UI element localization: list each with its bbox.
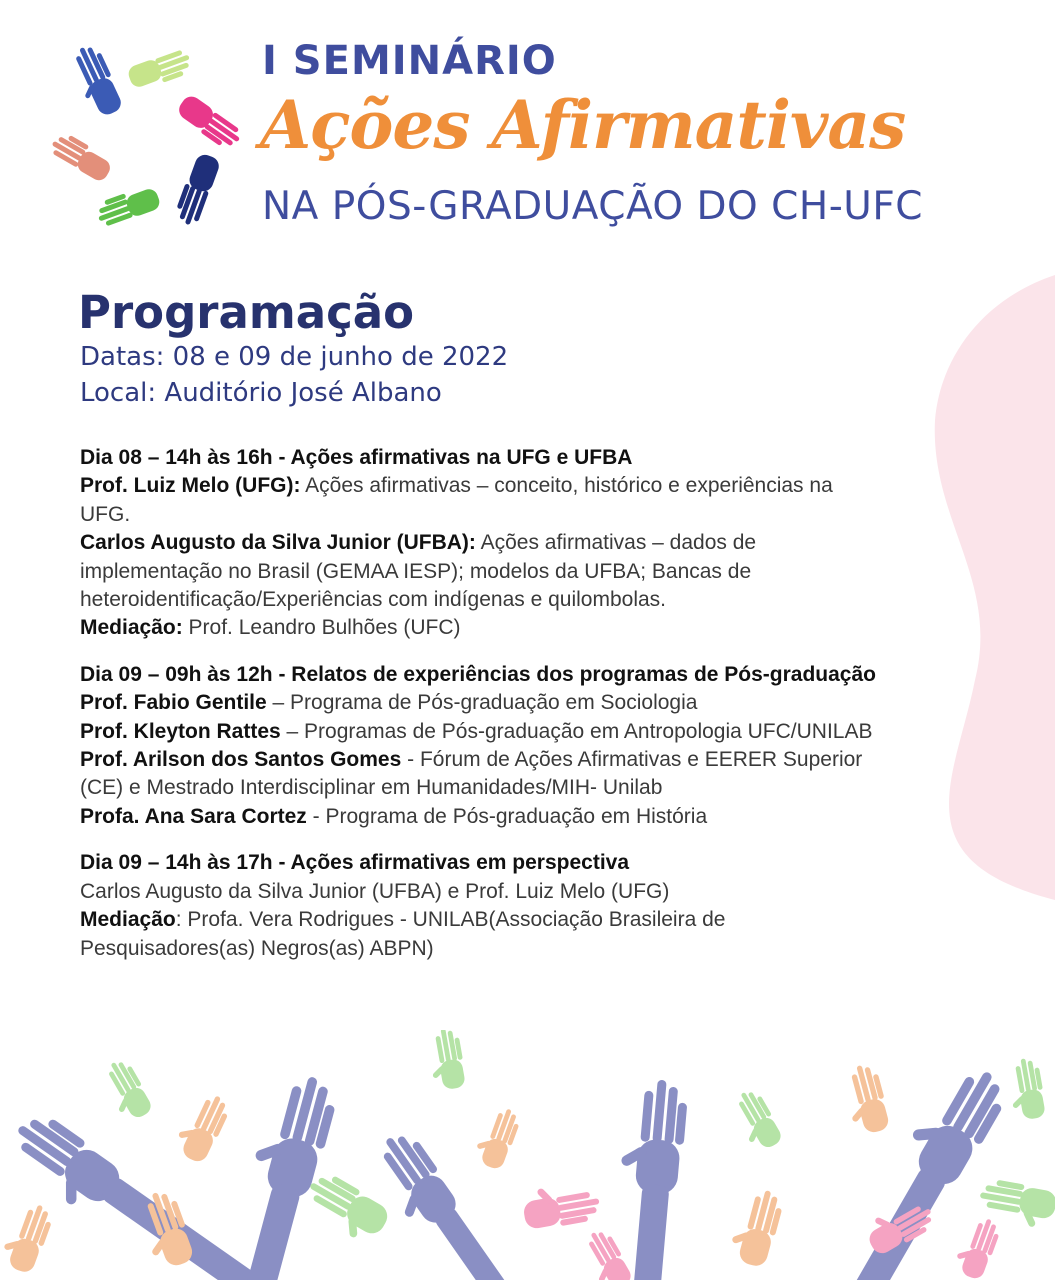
hand-shape bbox=[471, 1103, 523, 1172]
speaker-name: Prof. Fabio Gentile bbox=[80, 691, 267, 715]
schedule-entry bbox=[80, 689, 880, 717]
hand-shape bbox=[170, 1088, 233, 1166]
hand-shape bbox=[363, 1125, 549, 1280]
schedule-entry bbox=[80, 529, 880, 614]
hand-shape bbox=[96, 1056, 155, 1125]
section-heading: Dia 09 – 09h às 12h - Relatos de experiências dos programas de Pós-graduação bbox=[80, 662, 876, 686]
program-title: Programação bbox=[78, 286, 415, 339]
hand-shape bbox=[599, 1077, 689, 1280]
hand-shape bbox=[576, 1226, 635, 1280]
hand-shape bbox=[838, 1061, 892, 1137]
speaker-name: Prof. Luiz Melo (UFG): bbox=[80, 474, 301, 498]
entry-description: - Programa de Pós-graduação em História bbox=[306, 804, 708, 828]
section-heading: Dia 09 – 14h às 17h - Ações afirmativas em perspectiva bbox=[80, 851, 630, 875]
entry-description: : Profa. Vera Rodrigues - UNILAB(Associação Brasileira de Pesquisadores(as) Negros(as) ABPN) bbox=[80, 908, 726, 960]
schedule-entry bbox=[80, 878, 880, 906]
speaker-name: Profa. Ana Sara Cortez bbox=[80, 804, 307, 828]
schedule-entry bbox=[80, 614, 880, 642]
entry-description: Ações afirmativas – dados de implementação no Brasil (GEMAA IESP); modelos da UFBA; Bancas de heteroidentificação/Experiências com indígenas e quilombolas. bbox=[80, 531, 757, 612]
speaker-name: Prof. Arilson dos Santos Gomes bbox=[80, 748, 402, 772]
speaker-name: Carlos Augusto da Silva Junior (UFBA): bbox=[80, 531, 476, 555]
schedule-entry bbox=[80, 746, 880, 803]
schedule-entry bbox=[80, 803, 880, 831]
colored-hands-logo-icon bbox=[40, 40, 260, 240]
entry-description: Prof. Leandro Bulhões (UFC) bbox=[182, 616, 461, 640]
entry-description: Carlos Augusto da Silva Junior (UFBA) e Prof. Luiz Melo (UFG) bbox=[80, 879, 670, 903]
seminar-number-title: I SEMINÁRIO bbox=[262, 38, 557, 84]
speaker-name: Mediação: bbox=[80, 616, 183, 640]
speaker-name: Mediação bbox=[80, 908, 176, 932]
raised-hands-decoration-icon bbox=[0, 1030, 1055, 1280]
entry-description: Ações afirmativas – conceito, histórico e experiências na UFG. bbox=[80, 474, 833, 526]
entry-description: - Fórum de Ações Afirmativas e EERER Superior (CE) e Mestrado Interdisciplinar em Humanidades/MIH- Unilab bbox=[80, 748, 863, 800]
schedule-entry bbox=[80, 472, 880, 529]
schedule bbox=[80, 444, 880, 981]
seminar-main-title: Ações Afirmativas bbox=[260, 86, 906, 164]
event-location: Local: Auditório José Albano bbox=[80, 378, 442, 408]
event-dates: Datas: 08 e 09 de junho de 2022 bbox=[80, 342, 509, 372]
entry-description: – Programas de Pós-graduação em Antropologia UFC/UNILAB bbox=[280, 719, 873, 743]
hand-shape bbox=[0, 1198, 56, 1275]
speaker-name: Prof. Kleyton Rattes bbox=[80, 719, 281, 743]
schedule-section bbox=[80, 661, 880, 831]
schedule-entry bbox=[80, 718, 880, 746]
hand-shape bbox=[1004, 1056, 1047, 1122]
schedule-section bbox=[80, 444, 880, 643]
entry-description: – Programa de Pós-graduação em Sociologia bbox=[266, 691, 698, 715]
hand-shape bbox=[520, 1178, 602, 1232]
hand-shape bbox=[726, 1086, 785, 1155]
hand-shape bbox=[951, 1213, 1003, 1280]
schedule-section bbox=[80, 849, 880, 963]
seminar-subtitle: NA PÓS-GRADUAÇÃO DO CH-UFC bbox=[262, 184, 923, 229]
section-heading: Dia 08 – 14h às 16h - Ações afirmativas na UFG e UFBA bbox=[80, 446, 633, 469]
hand-shape bbox=[424, 1030, 467, 1092]
hand-shape bbox=[726, 1185, 786, 1269]
hand-shape bbox=[0, 1106, 293, 1280]
schedule-entry bbox=[80, 906, 880, 963]
